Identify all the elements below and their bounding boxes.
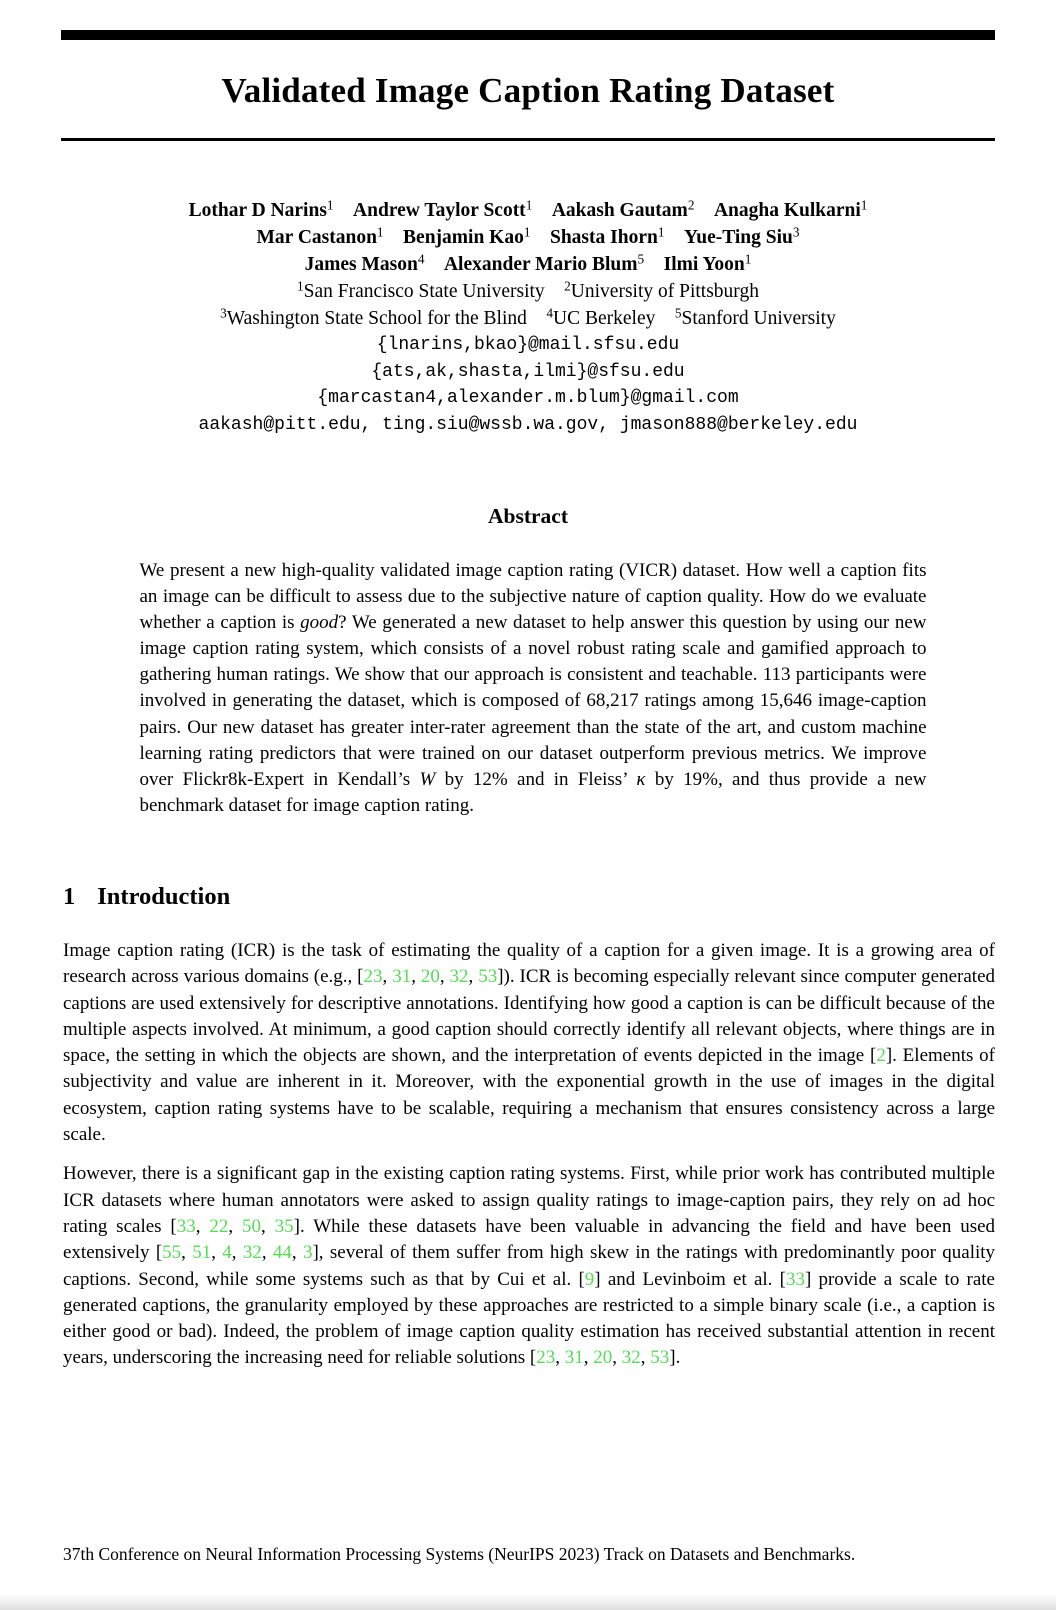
text-segment bbox=[384, 227, 404, 248]
text-segment: Benjamin Kao bbox=[403, 227, 524, 248]
citation-link[interactable]: 9 bbox=[584, 1268, 595, 1290]
citation-link[interactable]: 32 bbox=[621, 1347, 641, 1369]
paper-title: Validated Image Caption Rating Dataset bbox=[221, 71, 835, 110]
citation-link[interactable]: 53 bbox=[650, 1347, 670, 1369]
text-segment: W bbox=[419, 768, 436, 790]
citation-link[interactable]: 3 bbox=[302, 1242, 313, 1264]
text-segment: , bbox=[195, 1215, 210, 1237]
text-segment: by 19%, and thus provide a new benchmark dataset for image caption rating. bbox=[139, 768, 927, 816]
citation-link[interactable]: 44 bbox=[272, 1242, 292, 1264]
text-segment bbox=[530, 227, 550, 248]
superscript-marker: 1 bbox=[297, 278, 304, 294]
citation-link[interactable]: 2 bbox=[876, 1045, 886, 1067]
text-segment: San Francisco State University bbox=[303, 281, 545, 302]
text-segment: , bbox=[211, 1242, 223, 1264]
text-segment: Shasta Ihorn bbox=[549, 227, 658, 248]
author-line-2 bbox=[0, 224, 1056, 251]
superscript-marker: 1 bbox=[523, 224, 531, 240]
abstract-heading: Abstract bbox=[487, 504, 568, 528]
text-segment bbox=[545, 281, 565, 302]
citation-link[interactable]: 33 bbox=[176, 1215, 196, 1237]
top-rule bbox=[61, 30, 995, 40]
text-segment: ? We generated a new dataset to help answer this question by using our new image caption rating system, which consists of a novel robust rating scale and gamified approach to gathering human ratings. We show that our approach is consistent and teachable. 113 participants were involved in generating the dataset, which is composed of 68,217 ratings among 15,646 image-caption pairs. Our new dataset has greater inter-rater agreement than the state of the art, and custom machine learning rating predictors that were trained on our dataset outperform previous metrics. We improve over Flickr8k-Expert in Kendall’s bbox=[139, 612, 927, 790]
citation-link[interactable]: 23 bbox=[363, 966, 383, 988]
text-segment: , bbox=[468, 966, 479, 988]
superscript-marker: 5 bbox=[637, 251, 645, 267]
text-segment bbox=[424, 254, 444, 275]
text-segment bbox=[527, 308, 547, 329]
text-segment bbox=[655, 308, 675, 329]
text-segment: Aakash Gautam bbox=[551, 200, 688, 221]
email-line-3: {marcastan4,alexander.m.blum}@gmail.com bbox=[317, 388, 739, 408]
citation-link[interactable]: 53 bbox=[478, 966, 498, 988]
text-segment: , bbox=[555, 1347, 565, 1369]
citation-link[interactable]: 32 bbox=[242, 1242, 262, 1264]
section-number: 1 bbox=[63, 882, 76, 910]
superscript-marker: 4 bbox=[546, 305, 553, 321]
text-segment: Image caption rating (ICR) is the task of estimating the quality of a caption for a given image. It is a growing area of research across various domains (e.g., [ bbox=[63, 939, 995, 988]
text-segment: Ilmi Yoon bbox=[663, 254, 745, 275]
text-segment: , bbox=[261, 1215, 275, 1237]
citation-link[interactable]: 50 bbox=[242, 1215, 261, 1237]
text-segment: , bbox=[583, 1347, 594, 1369]
citation-link[interactable]: 33 bbox=[785, 1268, 805, 1290]
text-segment: James Mason bbox=[304, 254, 418, 275]
text-segment: , bbox=[231, 1242, 243, 1264]
text-segment: , bbox=[612, 1347, 622, 1369]
text-segment: ]. While these datasets have been valuable in advancing the field and have been used extensively [ bbox=[63, 1215, 996, 1264]
intro-paragraph-2 bbox=[63, 1161, 995, 1371]
text-segment bbox=[334, 200, 354, 221]
superscript-marker: 4 bbox=[417, 251, 425, 267]
text-segment: ]. Elements of subjectivity and value are inherent in it. Moreover, with the exponential growth in the use of images in the digital ecosystem, caption rating systems have to be scalable, requiring a mechanism that ensures consistency across a large scale. bbox=[63, 1045, 996, 1146]
superscript-marker: 1 bbox=[376, 224, 384, 240]
conference-footer-note: 37th Conference on Neural Information Processing Systems (NeurIPS 2023) Track on Datasets and Benchmarks. bbox=[63, 1544, 856, 1564]
superscript-marker: 1 bbox=[326, 197, 334, 213]
text-segment: Stanford University bbox=[681, 308, 836, 329]
citation-link[interactable]: 32 bbox=[449, 966, 469, 988]
text-segment: good bbox=[300, 612, 339, 634]
text-segment: UC Berkeley bbox=[553, 308, 656, 329]
section-heading-introduction bbox=[63, 883, 995, 911]
text-segment: , bbox=[291, 1242, 303, 1264]
abstract-text bbox=[140, 558, 927, 819]
text-segment: Anagha Kulkarni bbox=[713, 200, 861, 221]
text-segment: by 12% and in Fleiss’ bbox=[435, 768, 637, 790]
authors-block bbox=[0, 197, 1056, 438]
author-line-1 bbox=[0, 197, 1056, 224]
text-segment: Alexander Mario Blum bbox=[443, 254, 638, 275]
section-title: Introduction bbox=[97, 882, 231, 910]
affiliation-line-2 bbox=[0, 305, 1056, 332]
text-segment: ]. bbox=[669, 1347, 681, 1369]
citation-link[interactable]: 31 bbox=[564, 1347, 584, 1369]
text-segment: However, there is a significant gap in the existing caption rating systems. First, while prior work has contributed multiple ICR datasets where human annotators were asked to assign quality ratings to image-caption pairs, they rely on ad hoc rating scales [ bbox=[63, 1163, 995, 1237]
text-segment: Andrew Taylor Scott bbox=[353, 200, 526, 221]
text-segment bbox=[664, 227, 684, 248]
superscript-marker: 3 bbox=[792, 224, 800, 240]
superscript-marker: 3 bbox=[220, 305, 227, 321]
text-segment: We present a new high-quality validated image caption rating (VICR) dataset. How well a caption fits an image can be difficult to assess due to the subjective nature of caption quality. How do we evaluate whether a caption is bbox=[139, 560, 927, 634]
citation-link[interactable]: 55 bbox=[162, 1242, 182, 1264]
text-segment bbox=[694, 200, 714, 221]
citation-link[interactable]: 22 bbox=[209, 1215, 229, 1237]
text-segment: University of Pittsburgh bbox=[570, 281, 759, 302]
superscript-marker: 1 bbox=[525, 197, 533, 213]
citation-link[interactable]: 51 bbox=[192, 1242, 212, 1264]
text-segment: , bbox=[228, 1215, 242, 1237]
text-segment: , bbox=[261, 1242, 273, 1264]
text-segment: , bbox=[411, 966, 421, 988]
text-segment: κ bbox=[636, 768, 646, 790]
intro-paragraph-1 bbox=[63, 938, 995, 1148]
email-line-4: aakash@pitt.edu, ting.siu@wssb.wa.gov, jmason888@berkeley.edu bbox=[198, 414, 858, 435]
text-segment: ] provide a scale to rate generated captions, the granularity employed by these approaches are restricted to a simple binary scale (i.e., a caption is either good or bad). Indeed, the problem of image caption quality estimation has received substantial attention in recent years, underscoring the increasing need for reliable solutions [ bbox=[63, 1268, 995, 1369]
citation-link[interactable]: 20 bbox=[593, 1347, 613, 1369]
superscript-marker: 2 bbox=[564, 278, 571, 294]
page-bottom-shadow bbox=[0, 1594, 1056, 1610]
text-segment: Lothar D Narins bbox=[188, 200, 327, 221]
citation-link[interactable]: 35 bbox=[274, 1215, 294, 1237]
text-segment: , bbox=[439, 966, 450, 988]
citation-link[interactable]: 31 bbox=[392, 966, 412, 988]
title-rule bbox=[61, 138, 995, 141]
text-segment: ], several of them suffer from high skew in the ratings with predominantly poor quality captions. Second, while some systems such as that by Cui et al. [ bbox=[63, 1242, 996, 1290]
author-line-3 bbox=[0, 251, 1056, 278]
text-segment: Mar Castanon bbox=[256, 227, 377, 248]
citation-link[interactable]: 20 bbox=[420, 966, 440, 988]
text-segment bbox=[644, 254, 664, 275]
superscript-marker: 1 bbox=[744, 251, 752, 267]
citation-link[interactable]: 4 bbox=[222, 1242, 232, 1264]
text-segment: ] and Levinboim et al. [ bbox=[594, 1268, 786, 1290]
citation-link[interactable]: 23 bbox=[536, 1347, 556, 1369]
superscript-marker: 2 bbox=[687, 197, 695, 213]
text-segment: , bbox=[382, 966, 393, 988]
text-segment: ]). ICR is becoming especially relevant since computer generated captions are used extensively for descriptive annotations. Identifying how good a caption is can be difficult because of the multiple aspects involved. At minimum, a good caption should correctly identify all relevant objects, where things are in space, the setting in which the objects are shown, and the interpretation of events depicted in the image [ bbox=[63, 966, 996, 1067]
superscript-marker: 5 bbox=[674, 305, 682, 321]
text-segment bbox=[532, 200, 552, 221]
text-segment: , bbox=[181, 1242, 193, 1264]
superscript-marker: 1 bbox=[860, 197, 868, 213]
text-segment: , bbox=[640, 1347, 651, 1369]
affiliation-line-1 bbox=[0, 278, 1056, 305]
text-segment: Yue-Ting Siu bbox=[683, 227, 793, 248]
email-line-1: {lnarins,bkao}@mail.sfsu.edu bbox=[376, 335, 680, 355]
superscript-marker: 1 bbox=[657, 224, 665, 240]
email-line-2: {ats,ak,shasta,ilmi}@sfsu.edu bbox=[371, 361, 685, 382]
text-segment: Washington State School for the Blind bbox=[226, 308, 527, 329]
